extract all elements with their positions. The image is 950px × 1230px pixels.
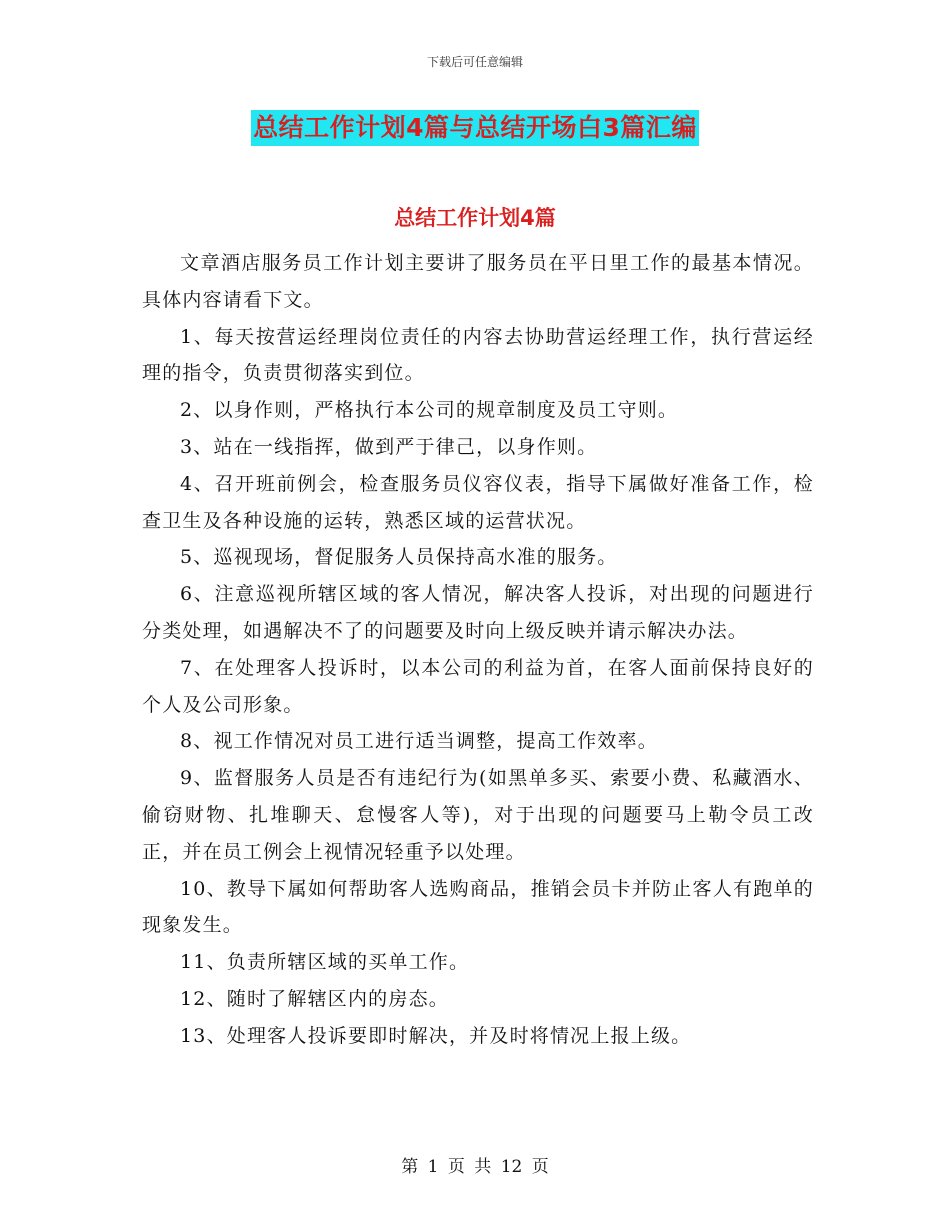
list-item: 5、巡视现场，督促服务人员保持高水准的服务。 [180, 546, 618, 569]
section-title: 总结工作计划4篇 [394, 206, 556, 230]
document-body [142, 245, 814, 1055]
header-note: 下载后可任意编辑 [426, 55, 523, 69]
list-item: 1、每天按营运经理岗位责任的内容去协助营运经理工作，执行营运经理的指令，负责贯彻落实到位。 [142, 325, 814, 385]
list-item: 8、视工作情况对员工进行适当调整，提高工作效率。 [180, 730, 658, 753]
list-item: 6、注意巡视所辖区域的客人情况，解决客人投诉，对出现的问题进行分类处理，如遇解决不了的问题要及时向上级反映并请示解决办法。 [142, 583, 814, 642]
list-item: 2、以身作则，严格执行本公司的规章制度及员工守则。 [180, 399, 679, 422]
list-item: 4、召开班前例会，检查服务员仪容仪表，指导下属做好准备工作，检查卫生及各种设施的运转，熟悉区域的运营状况。 [142, 472, 814, 532]
list-item: 11、负责所辖区域的买单工作。 [180, 951, 470, 974]
list-item: 13、处理客人投诉要即时解决，并及时将情况上报上级。 [180, 1024, 692, 1047]
list-item: 12、随时了解辖区内的房态。 [180, 987, 449, 1010]
list-item: 9、监督服务人员是否有违纪行为(如黑单多买、索要小费、私藏酒水、偷窃财物、扎堆聊天、怠慢客人等)，对于出现的问题要马上勒令员工改正，并在员工例会上视情况轻重予以处理。 [142, 767, 814, 863]
document-title: 总结工作计划4篇与总结开场白3篇汇编 [251, 110, 699, 146]
list-item: 7、在处理客人投诉时，以本公司的利益为首，在客人面前保持良好的个人及公司形象。 [142, 656, 814, 716]
page-footer: 第 1 页 共 12 页 [401, 1157, 549, 1177]
list-item: 10、教导下属如何帮助客人选购商品，推销会员卡并防止客人有跑单的现象发生。 [142, 877, 814, 937]
list-item: 3、站在一线指挥，做到严于律己，以身作则。 [180, 435, 598, 458]
document-title-block [0, 110, 950, 146]
intro-paragraph: 文章酒店服务员工作计划主要讲了服务员在平日里工作的最基本情况。具体内容请看下文。 [142, 252, 814, 311]
